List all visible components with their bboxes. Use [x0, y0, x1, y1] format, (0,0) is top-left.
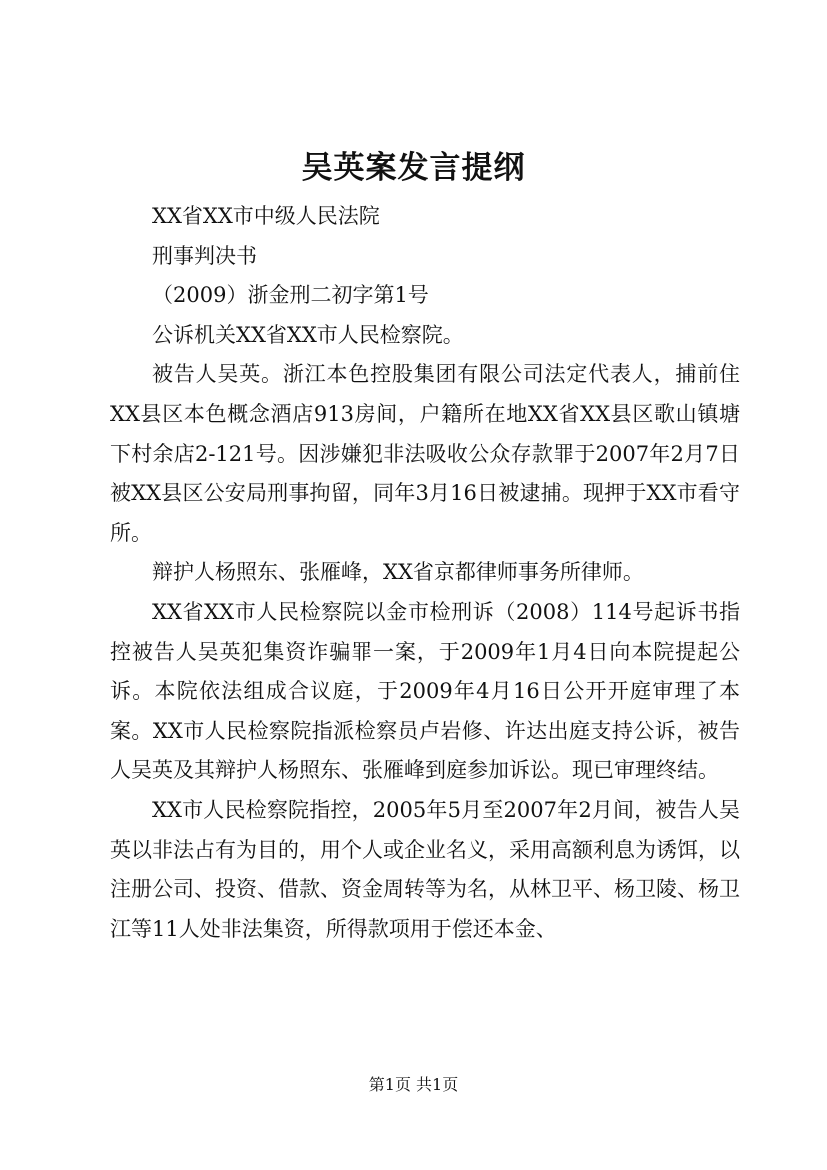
paragraph-court-name: XX省XX市中级人民法院	[152, 204, 380, 228]
document-body	[110, 197, 740, 949]
paragraph-defense-counsel: 辩护人杨照东、张雁峰，XX省京都律师事务所律师。	[152, 560, 644, 585]
paragraph-document-type: 刑事判决书	[152, 243, 257, 268]
paragraph-proceedings: XX省XX市人民检察院以金市检刑诉（2008）114号起诉书指控被告人吴英犯集资诈骗罪一案，于2009年1月4日向本院提起公诉。本院依法组成合议庭，于2009年4月16日公开开庭审理了本案。XX市人民检察院指派检察员卢岩修、许达出庭支持公诉，被告人吴英及其辩护人杨照东、张雁峰到庭参加诉讼。现已审理终结。	[110, 599, 740, 783]
document-title: 吴英案发言提纲	[301, 150, 526, 186]
paragraph-prosecutor: 公诉机关XX省XX市人民检察院。	[152, 322, 464, 347]
paragraph-defendant: 被告人吴英。浙江本色控股集团有限公司法定代表人，捕前住XX县区本色概念酒店913房间，户籍所在地XX省XX县区歌山镇塘下村余店2-121号。因涉嫌犯非法吸收公众存款罪于2007年2月7日被XX县区公安局刑事拘留，同年3月16日被逮捕。现押于XX市看守所。	[110, 362, 740, 545]
paragraph-accusation: XX市人民检察院指控，2005年5月至2007年2月间，被告人吴英以非法占有为目的，用个人或企业名义，采用高额利息为诱饵，以注册公司、投资、借款、资金周转等为名，从林卫平、杨卫陵、杨卫江等11人处非法集资，所得款项用于偿还本金、	[110, 797, 740, 941]
paragraph-case-number: （2009）浙金刑二初字第1号	[152, 283, 429, 308]
page-footer: 第1页 共1页	[368, 1075, 459, 1094]
